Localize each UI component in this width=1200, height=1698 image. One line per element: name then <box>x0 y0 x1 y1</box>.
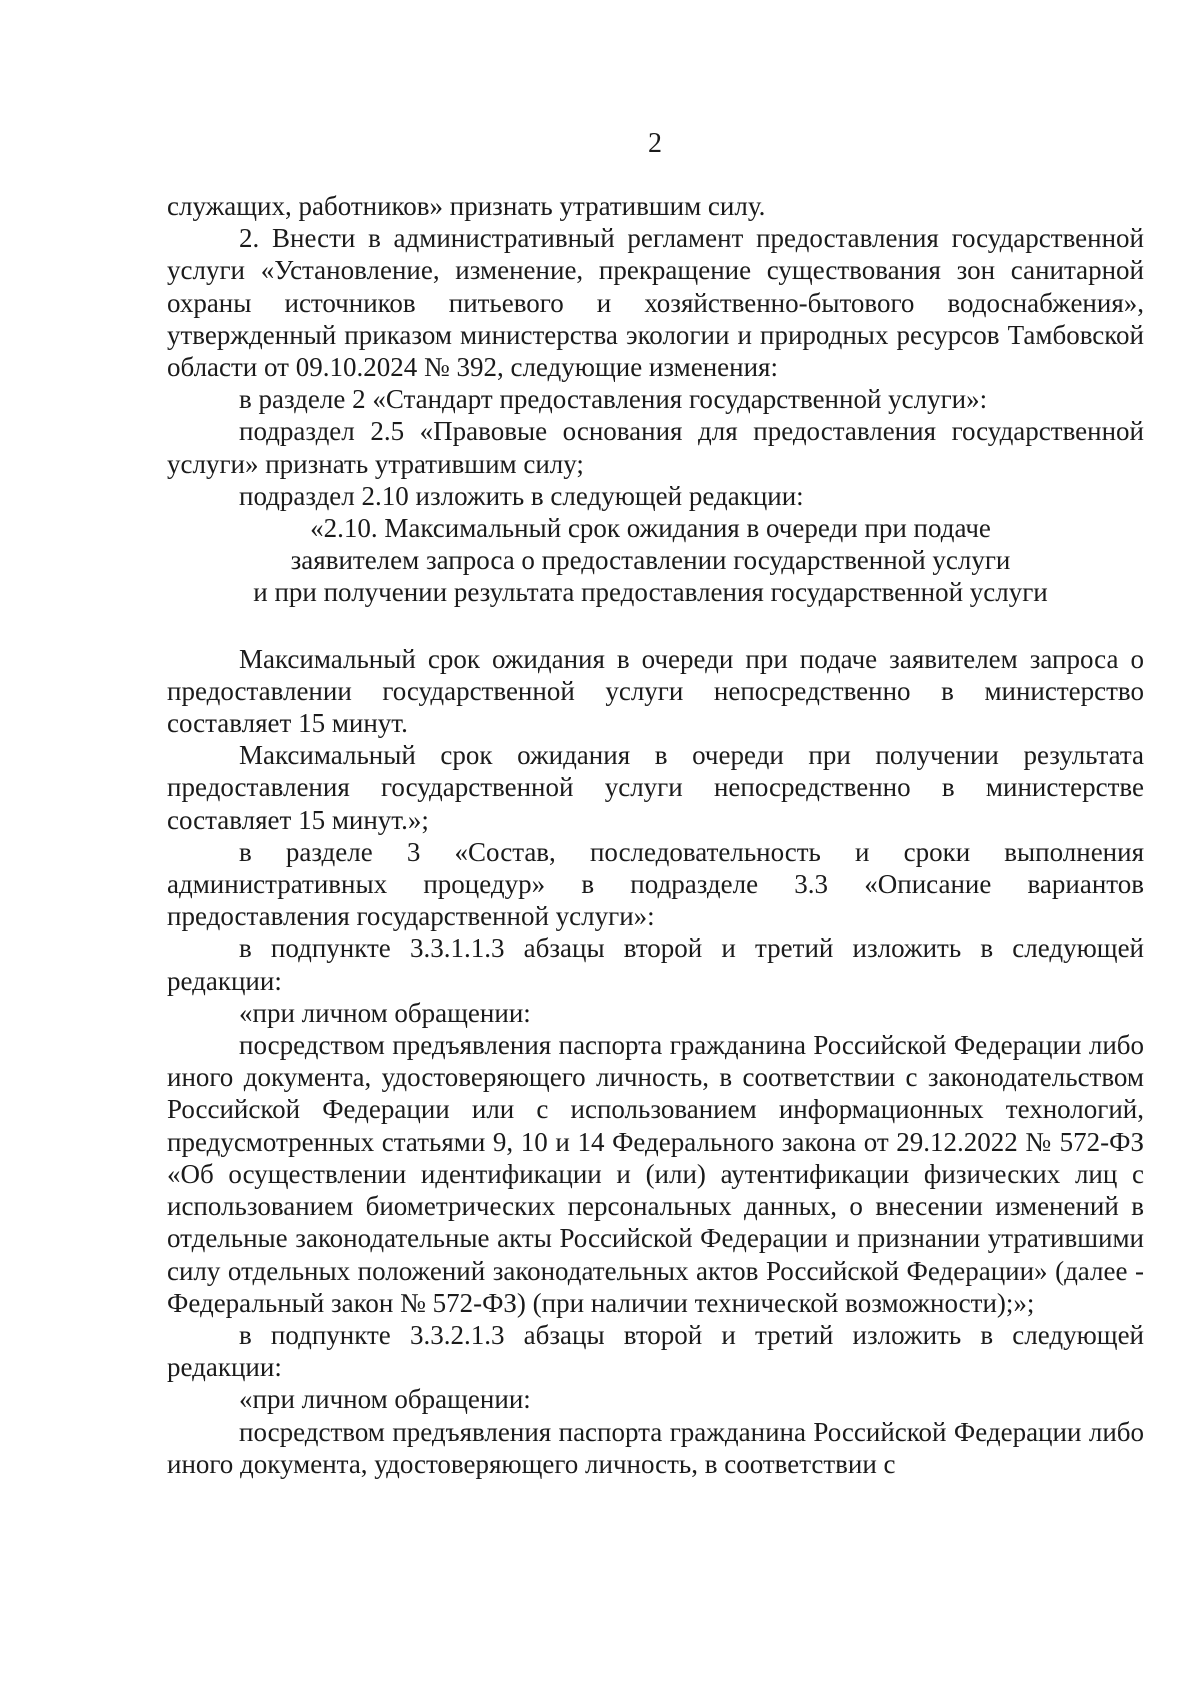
paragraph: в подпункте 3.3.2.1.3 абзацы второй и третий изложить в следующей редакции: <box>167 1319 1144 1383</box>
heading-line: и при получении результата предоставления государственной услуги <box>253 577 1048 608</box>
paragraph: посредством предъявления паспорта гражданина Российской Федерации либо иного документа, удостоверяющего личность, в соответствии с законодательством Российской Федерации или с использованием информационных технологий, предусмотренных статьями 9, 10 и 14 Федерального закона от 29.12.2022 № 572-ФЗ «Об осуществлении идентификации и (или) аутентификации физических лиц с использованием биометрических персональных данных, о внесении изменений в отдельные законодательные акты Российской Федерации и признании утратившими силу отдельных положений законодательных актов Российской Федерации» (далее - Федеральный закон № 572-ФЗ) (при наличии технической возможности);»; <box>167 1030 1144 1318</box>
paragraph: «при личном обращении: <box>239 997 531 1028</box>
paragraph: Максимальный срок ожидания в очереди при подаче заявителем запроса о предоставлении государственной услуги непосредственно в министерство составляет 15 минут. <box>167 643 1144 739</box>
paragraph: посредством предъявления паспорта гражданина Российской Федерации либо иного документа, удостоверяющего личность, в соответствии с <box>167 1416 1144 1479</box>
section-heading <box>167 512 1144 609</box>
heading-line: «2.10. Максимальный срок ожидания в очереди при подаче <box>310 513 991 544</box>
heading-line: заявителем запроса о предоставлении государственной услуги <box>290 545 1011 576</box>
paragraph: в подпункте 3.3.1.1.3 абзацы второй и третий изложить в следующей редакции: <box>167 933 1144 996</box>
paragraph: в разделе 2 «Стандарт предоставления государственной услуги»: <box>239 384 988 415</box>
page-number: 2 <box>648 128 662 159</box>
paragraph: в разделе 3 «Состав, последовательность и сроки выполнения административных процедур» в подразделе 3.3 «Описание вариантов предоставления государственной услуги»: <box>167 836 1144 932</box>
document-body <box>167 190 1144 1480</box>
paragraph: подраздел 2.5 «Правовые основания для предоставления государственной услуги» признать утратившим силу; <box>167 416 1144 479</box>
paragraph: служащих, работников» признать утратившим силу. <box>167 191 766 221</box>
spacer <box>167 609 1144 643</box>
paragraph: подраздел 2.10 изложить в следующей редакции: <box>239 480 804 511</box>
paragraph: Максимальный срок ожидания в очереди при получении результата предоставления государственной услуги непосредственно в министерстве составляет 15 минут.»; <box>167 740 1144 835</box>
paragraph: «при личном обращении: <box>239 1384 531 1415</box>
paragraph: 2. Внести в административный регламент предоставления государственной услуги «Установление, изменение, прекращение существования зон санитарной охраны источников питьевого и хозяйственно-бытового водоснабжения», утвержденный приказом министерства экологии и природных ресурсов Тамбовской области от 09.10.2024 № 392, следующие изменения: <box>167 223 1144 383</box>
